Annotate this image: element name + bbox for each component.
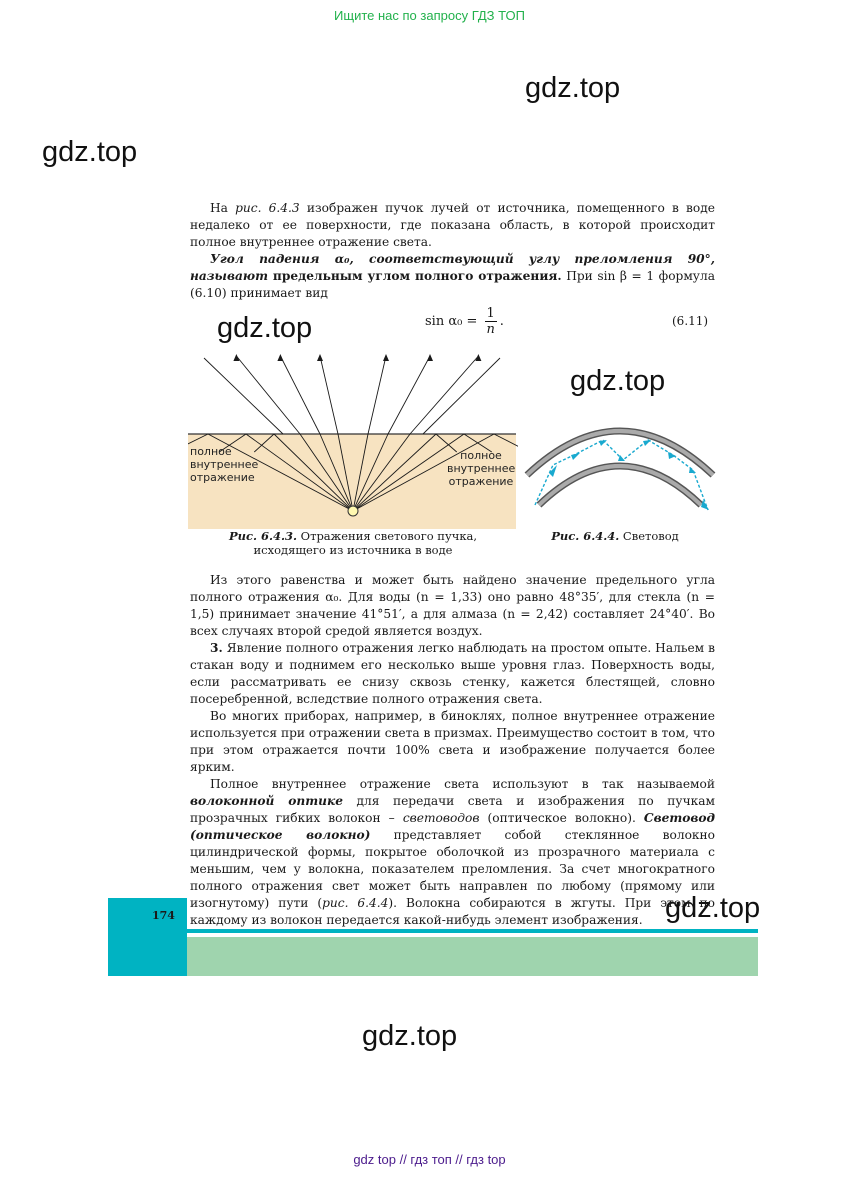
refracted-ray — [320, 356, 338, 434]
watermark: gdz.top — [362, 1020, 458, 1052]
paragraph: Из этого равенства и может быть найдено значение предельного угла полного отражения α₀. Для воды (n = 1,33) оно равно 48°35′, для стекла (n = 1,5) принимает значение 41°51′, а для алмаза (n = 2,42) составляет 24°40′. Во всех случаях второй средой является воздух. — [190, 573, 715, 638]
fiber-inner-shine — [539, 466, 701, 505]
watermark: gdz.top — [570, 365, 666, 397]
paragraph: На рис. 6.4.3 изображен пучок лучей от источника, помещенного в воде недалеко от ее поверхности, где показана область, в которой происходит полное внутреннее отражение света. — [190, 201, 715, 249]
arrow-head — [475, 354, 481, 361]
arrow-head — [277, 354, 283, 361]
light-source — [348, 506, 358, 516]
figure-total-reflection — [188, 350, 518, 530]
top-banner: Ищите нас по запросу ГДЗ ТОП — [334, 8, 525, 23]
equation-number: (6.11) — [672, 314, 709, 328]
paragraph: 3. Явление полного отражения легко наблюдать на простом опыте. Нальем в стакан воду и поднимем его несколько выше уровня глаз. Поверхность воды, если рассматривать ее снизу сквозь стенку, кажется блестящей, словно посеребренной, вследствие полного отражения света. — [190, 641, 715, 706]
arrow-head — [317, 354, 323, 361]
refracted-ray — [204, 358, 283, 434]
refracted-ray — [368, 356, 386, 434]
footer-links: gdz top // гдз топ // гдз top — [353, 1152, 506, 1167]
label-total-reflection-right: полное внутреннее отражение — [447, 449, 516, 488]
watermark: gdz.top — [665, 892, 761, 924]
paragraph: Во многих приборах, например, в биноклях, полное внутреннее отражение используется при отражении света в призмах. Преимущество состоит в том, что при этом отражается почти 100% света и изображение получается более ярким. — [190, 709, 715, 774]
refracted-ray — [410, 356, 478, 434]
arrow-head — [383, 354, 389, 361]
refracted-ray — [236, 356, 300, 434]
watermark: gdz.top — [525, 72, 621, 104]
arrow-head — [233, 354, 239, 361]
footer-band — [187, 937, 758, 976]
page-number-block — [108, 898, 187, 976]
figure-light-guide — [523, 415, 718, 515]
refracted-ray — [388, 356, 430, 434]
divider-line — [187, 929, 758, 933]
text-block-main — [190, 572, 715, 929]
label-total-reflection-left: полное внутреннее отражение — [190, 445, 259, 484]
figure-caption-6-4-3: Рис. 6.4.3. Отражения светового пучка, исходящего из источника в воде — [228, 529, 478, 557]
watermark: gdz.top — [42, 136, 138, 168]
paragraph: Полное внутреннее отражение света используют в так называемой волоконной оптике для передачи света и изображения по пучкам прозрачных гибких волокон – световодов (оптическое волокно). Световод (оптическое волокно) представляет собой стеклянное волокно цилиндрической формы, покрытое оболочкой из прозрачного материала с меньшим, чем у волокна, показателем преломления. За счет многократного полного отражения свет может быть направлен по любому (прямому или изогнутому) пути (рис. 6.4.4). Волокна собираются в жгуты. При этом по каждому из волокон передается какой-нибудь элемент изображения. — [190, 777, 716, 927]
watermark: gdz.top — [217, 312, 313, 344]
page-number: 174 — [152, 909, 175, 922]
arrow-head — [427, 354, 433, 361]
refracted-ray — [423, 358, 500, 434]
fraction: $\frac{1}{n}$ — [486, 306, 495, 337]
refracted-ray — [280, 356, 320, 434]
figure-caption-6-4-4: Рис. 6.4.4. Световод — [551, 529, 679, 543]
formula: sin α₀ = $\frac{1}{n}$ . — [425, 306, 504, 337]
text-block-intro — [190, 200, 715, 302]
paragraph: Угол падения α₀, соответствующий углу преломления 90°, называют предельным углом полного отражения. При sin β = 1 формула (6.10) принимает вид — [190, 252, 715, 300]
